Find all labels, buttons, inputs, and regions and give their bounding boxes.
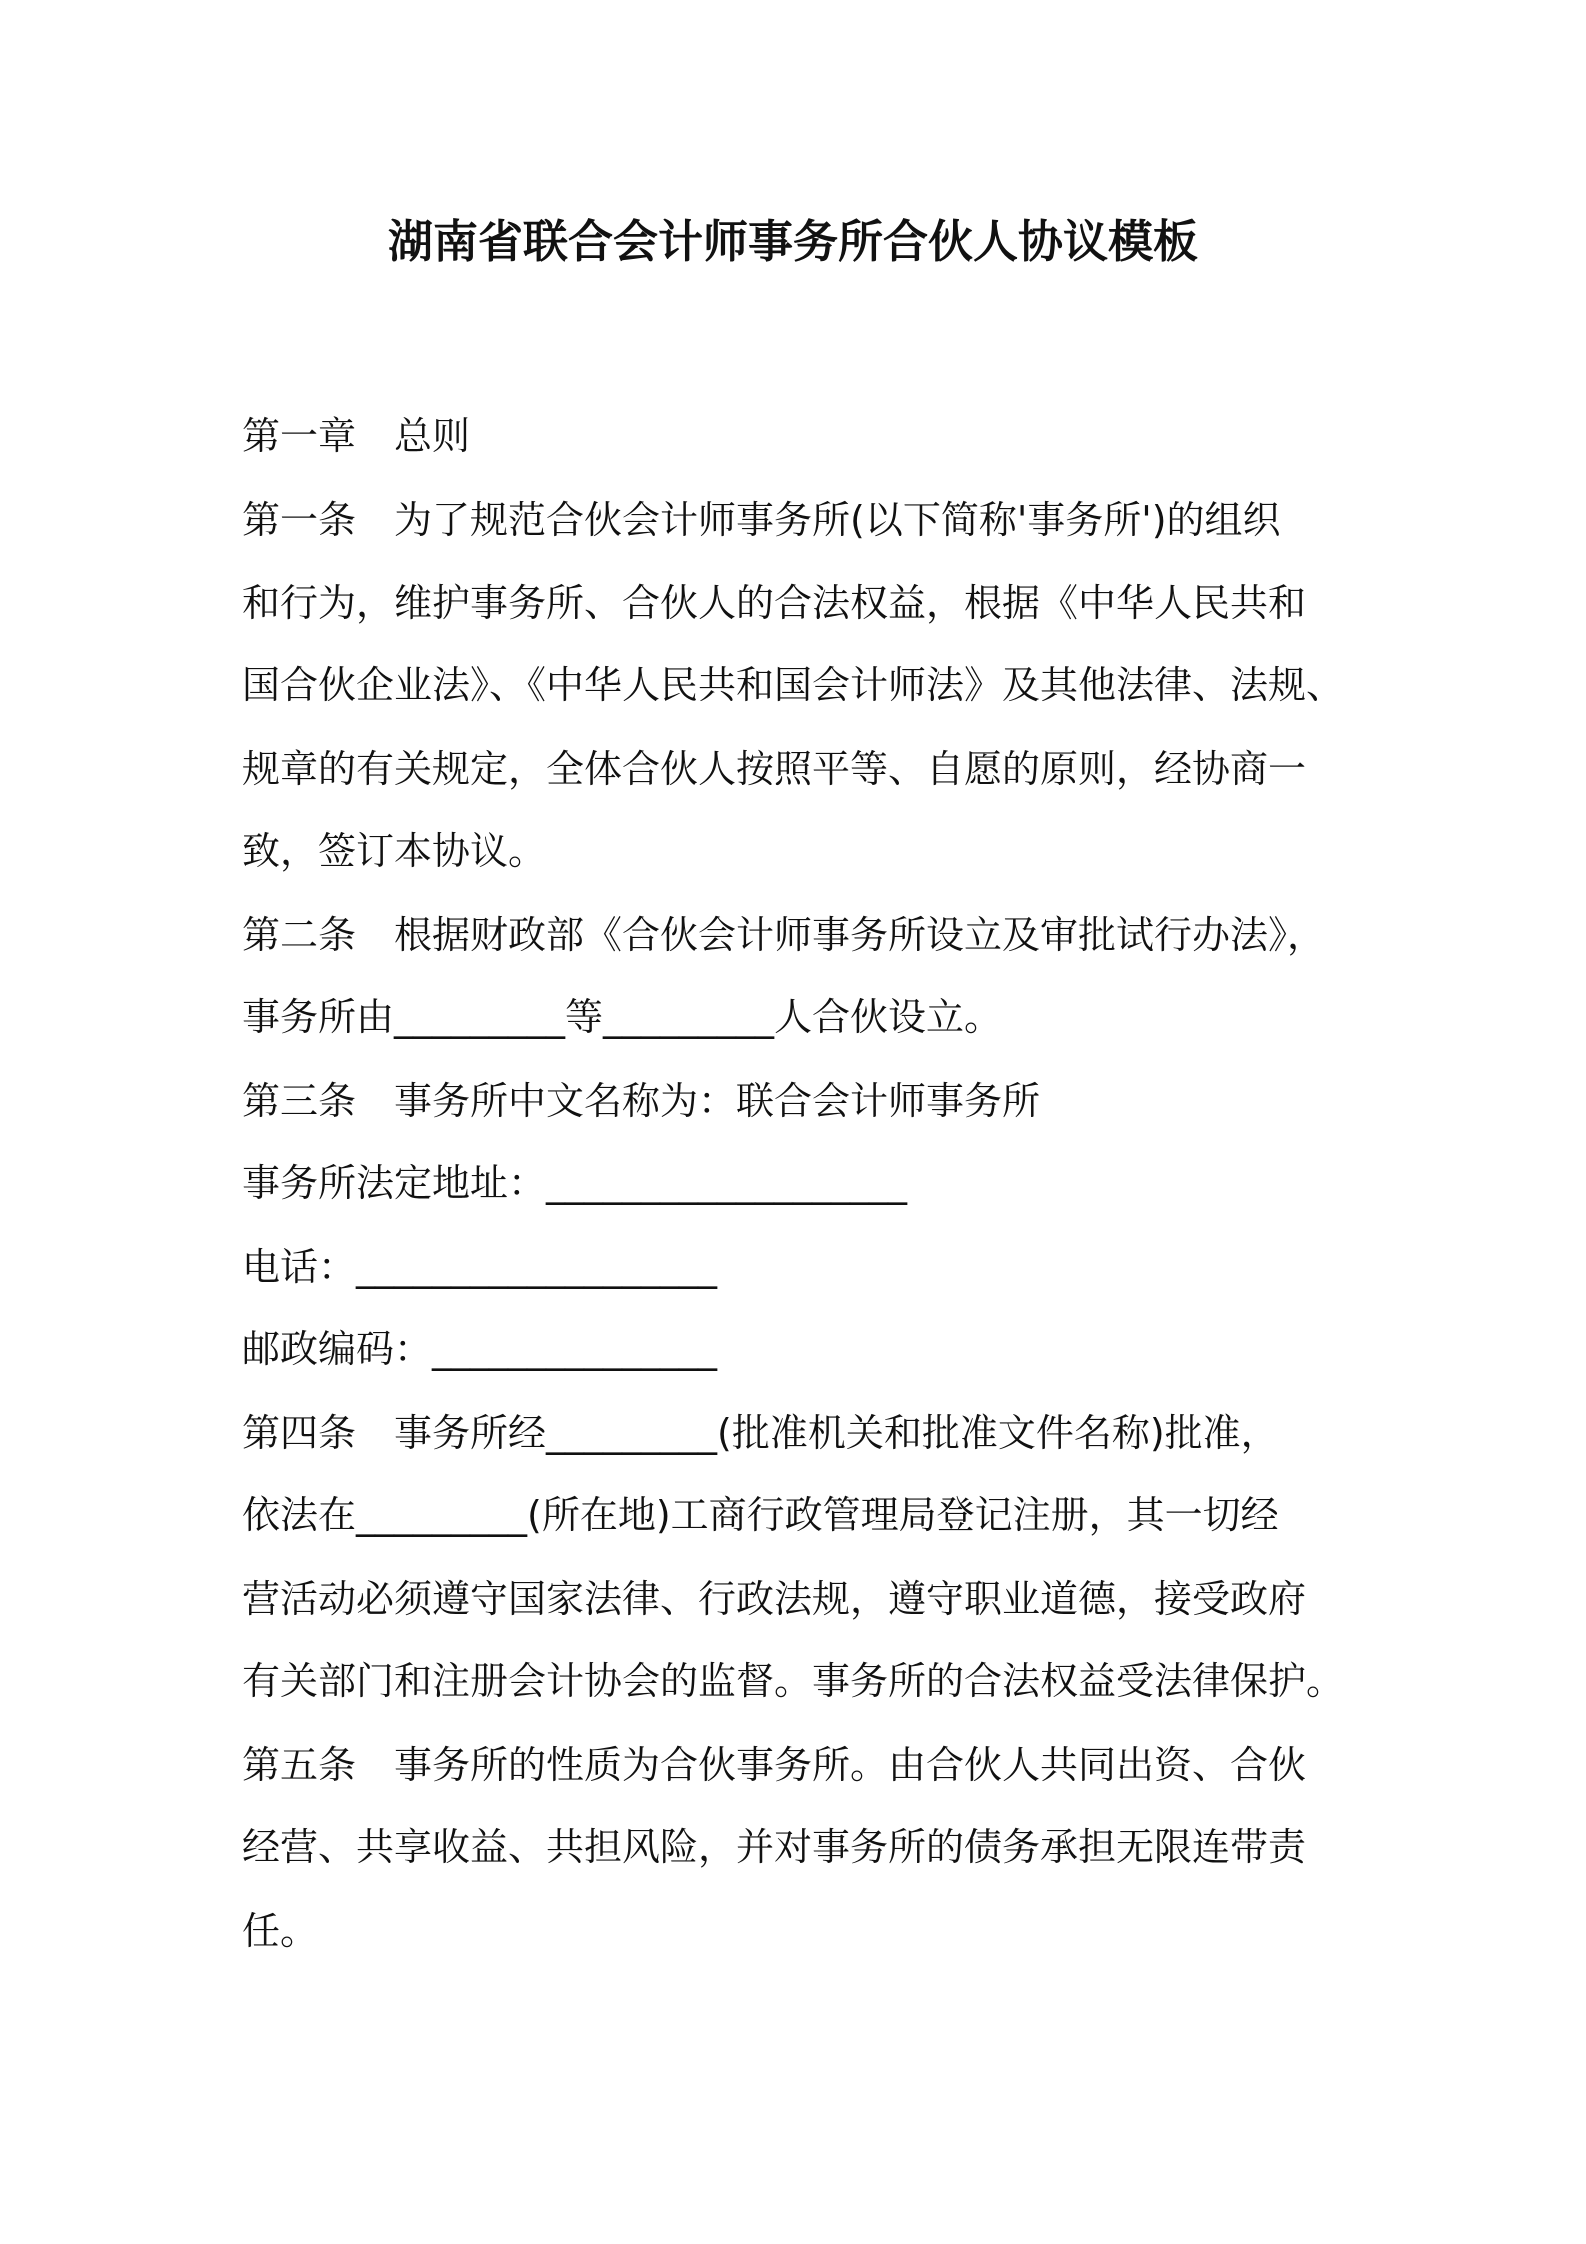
article-5-line-1: 第五条 事务所的性质为合伙事务所。由合伙人共同出资、合伙 [242,1743,1307,1787]
article-2-line-2: 事务所由_________等_________人合伙设立。 [242,995,1003,1039]
article-4-line-1: 第四条 事务所经_________(批准机关和批准文件名称)批准， [242,1411,1279,1455]
article-4-line-3: 营活动必须遵守国家法律、行政法规，遵守职业道德，接受政府 [242,1577,1307,1621]
postcode-field-line: 邮政编码：_______________ [242,1327,718,1371]
article-1-line-1: 第一条 为了规范合伙会计师事务所(以下简称'事务所')的组织 [242,498,1281,542]
article-1-line-5: 致，签订本协议。 [242,829,547,873]
article-4-line-4: 有关部门和注册会计协会的监督。事务所的合法权益受法律保护。 [242,1659,1345,1703]
article-1-line-2: 和行为，维护事务所、合伙人的合法权益，根据《中华人民共和 [242,581,1307,625]
article-1-line-4: 规章的有关规定，全体合伙人按照平等、自愿的原则，经协商一 [242,747,1307,791]
document-title: 湖南省联合会计师事务所合伙人协议模板 [387,215,1198,268]
article-2-line-1: 第二条 根据财政部《合伙会计师事务所设立及审批试行办法》， [242,913,1326,957]
article-1-line-3: 国合伙企业法》、《中华人民共和国会计师法》及其他法律、法规、 [242,663,1345,707]
article-5-line-3: 任。 [242,1909,319,1953]
chapter-heading: 第一章 总则 [242,414,471,458]
phone-field-line: 电话：___________________ [242,1245,718,1289]
article-5-line-2: 经营、共享收益、共担风险，并对事务所的债务承担无限连带责 [242,1825,1307,1869]
address-field-line: 事务所法定地址：___________________ [242,1161,908,1205]
article-4-line-2: 依法在_________(所在地)工商行政管理局登记注册，其一切经 [242,1493,1279,1537]
article-3-line-1: 第三条 事务所中文名称为：联合会计师事务所 [242,1079,1041,1123]
